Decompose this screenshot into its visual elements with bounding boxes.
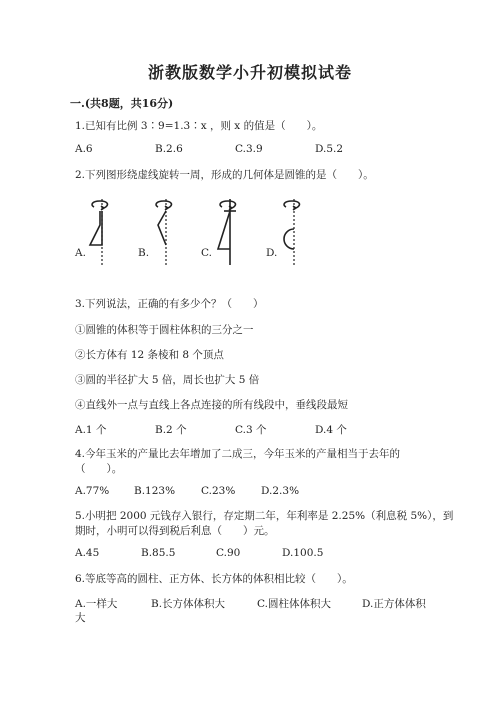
q4-option-d[interactable]: D.2.3% bbox=[261, 485, 300, 497]
q3-option-a[interactable]: A.1 个 bbox=[75, 424, 107, 436]
q3-statement-1: ①圆锥的体积等于圆柱体积的三分之一 bbox=[75, 324, 254, 336]
q5-option-a[interactable]: A.45 bbox=[75, 547, 100, 559]
q5-option-c[interactable]: C.90 bbox=[216, 547, 241, 559]
q5-option-b[interactable]: B.85.5 bbox=[141, 547, 176, 559]
question-5-text-line1: 5.小明把 2000 元钱存入银行，存定期二年，年利率是 2.25%（利息税 5%），到 bbox=[75, 510, 454, 522]
figure-a bbox=[86, 197, 116, 267]
figure-c bbox=[214, 197, 244, 267]
question-3-text: 3.下列说法，正确的有多少个？（ ） bbox=[75, 298, 264, 310]
q4-option-b[interactable]: B.123% bbox=[134, 485, 176, 497]
q2-option-d[interactable]: D. bbox=[266, 247, 278, 259]
q6-option-d[interactable]: D.正方体体积 bbox=[362, 598, 426, 610]
figure-d bbox=[278, 197, 308, 267]
q6-option-d-wrap: 大 bbox=[75, 612, 86, 624]
question-5-text-line2: 期时，小明可以得到税后利息（ ）元。 bbox=[75, 525, 275, 537]
q1-option-c[interactable]: C.3.9 bbox=[235, 143, 263, 155]
q1-option-a[interactable]: A.6 bbox=[75, 143, 93, 155]
question-6-text: 6.等底等高的圆柱、正方体、长方体的体积相比较（ ）。 bbox=[75, 573, 353, 585]
q6-option-c[interactable]: C.圆柱体体积大 bbox=[257, 598, 331, 610]
q3-statement-4: ④直线外一点与直线上各点连接的所有线段中，垂线段最短 bbox=[75, 399, 348, 411]
q3-option-b[interactable]: B.2 个 bbox=[155, 424, 187, 436]
q6-option-a[interactable]: A.一样大 bbox=[75, 598, 118, 610]
q3-statement-2: ②长方体有 12 条棱和 8 个顶点 bbox=[75, 349, 224, 361]
q1-option-b[interactable]: B.2.6 bbox=[155, 143, 183, 155]
q2-option-a[interactable]: A. bbox=[75, 247, 86, 259]
page-title: 浙教版数学小升初模拟试卷 bbox=[147, 63, 352, 82]
figure-b bbox=[150, 197, 180, 267]
q6-option-b[interactable]: B.长方体体积大 bbox=[151, 598, 226, 610]
question-4-text-line2: （ ）。 bbox=[75, 463, 123, 475]
question-2-text: 2.下列图形绕虚线旋转一周，形成的几何体是圆锥的是（ ）。 bbox=[75, 169, 374, 181]
question-4-text-line1: 4.今年玉米的产量比去年增加了二成三，今年玉米的产量相当于去年的 bbox=[75, 448, 401, 460]
q1-option-d[interactable]: D.5.2 bbox=[315, 143, 344, 155]
q2-option-b[interactable]: B. bbox=[138, 247, 150, 259]
q5-option-d[interactable]: D.100.5 bbox=[282, 547, 324, 559]
q3-option-d[interactable]: D.4 个 bbox=[315, 424, 347, 436]
q4-option-c[interactable]: C.23% bbox=[201, 485, 236, 497]
q2-option-c[interactable]: C. bbox=[201, 247, 212, 259]
question-1-text: 1.已知有比例 3∶9=1.3∶x ，则 x 的值是（ ）。 bbox=[75, 120, 323, 132]
q3-statement-3: ③圆的半径扩大 5 倍，周长也扩大 5 倍 bbox=[75, 374, 260, 386]
q3-option-c[interactable]: C.3 个 bbox=[235, 424, 267, 436]
q4-option-a[interactable]: A.77% bbox=[75, 485, 110, 497]
section-heading: 一.(共8题，共16分) bbox=[70, 97, 174, 110]
